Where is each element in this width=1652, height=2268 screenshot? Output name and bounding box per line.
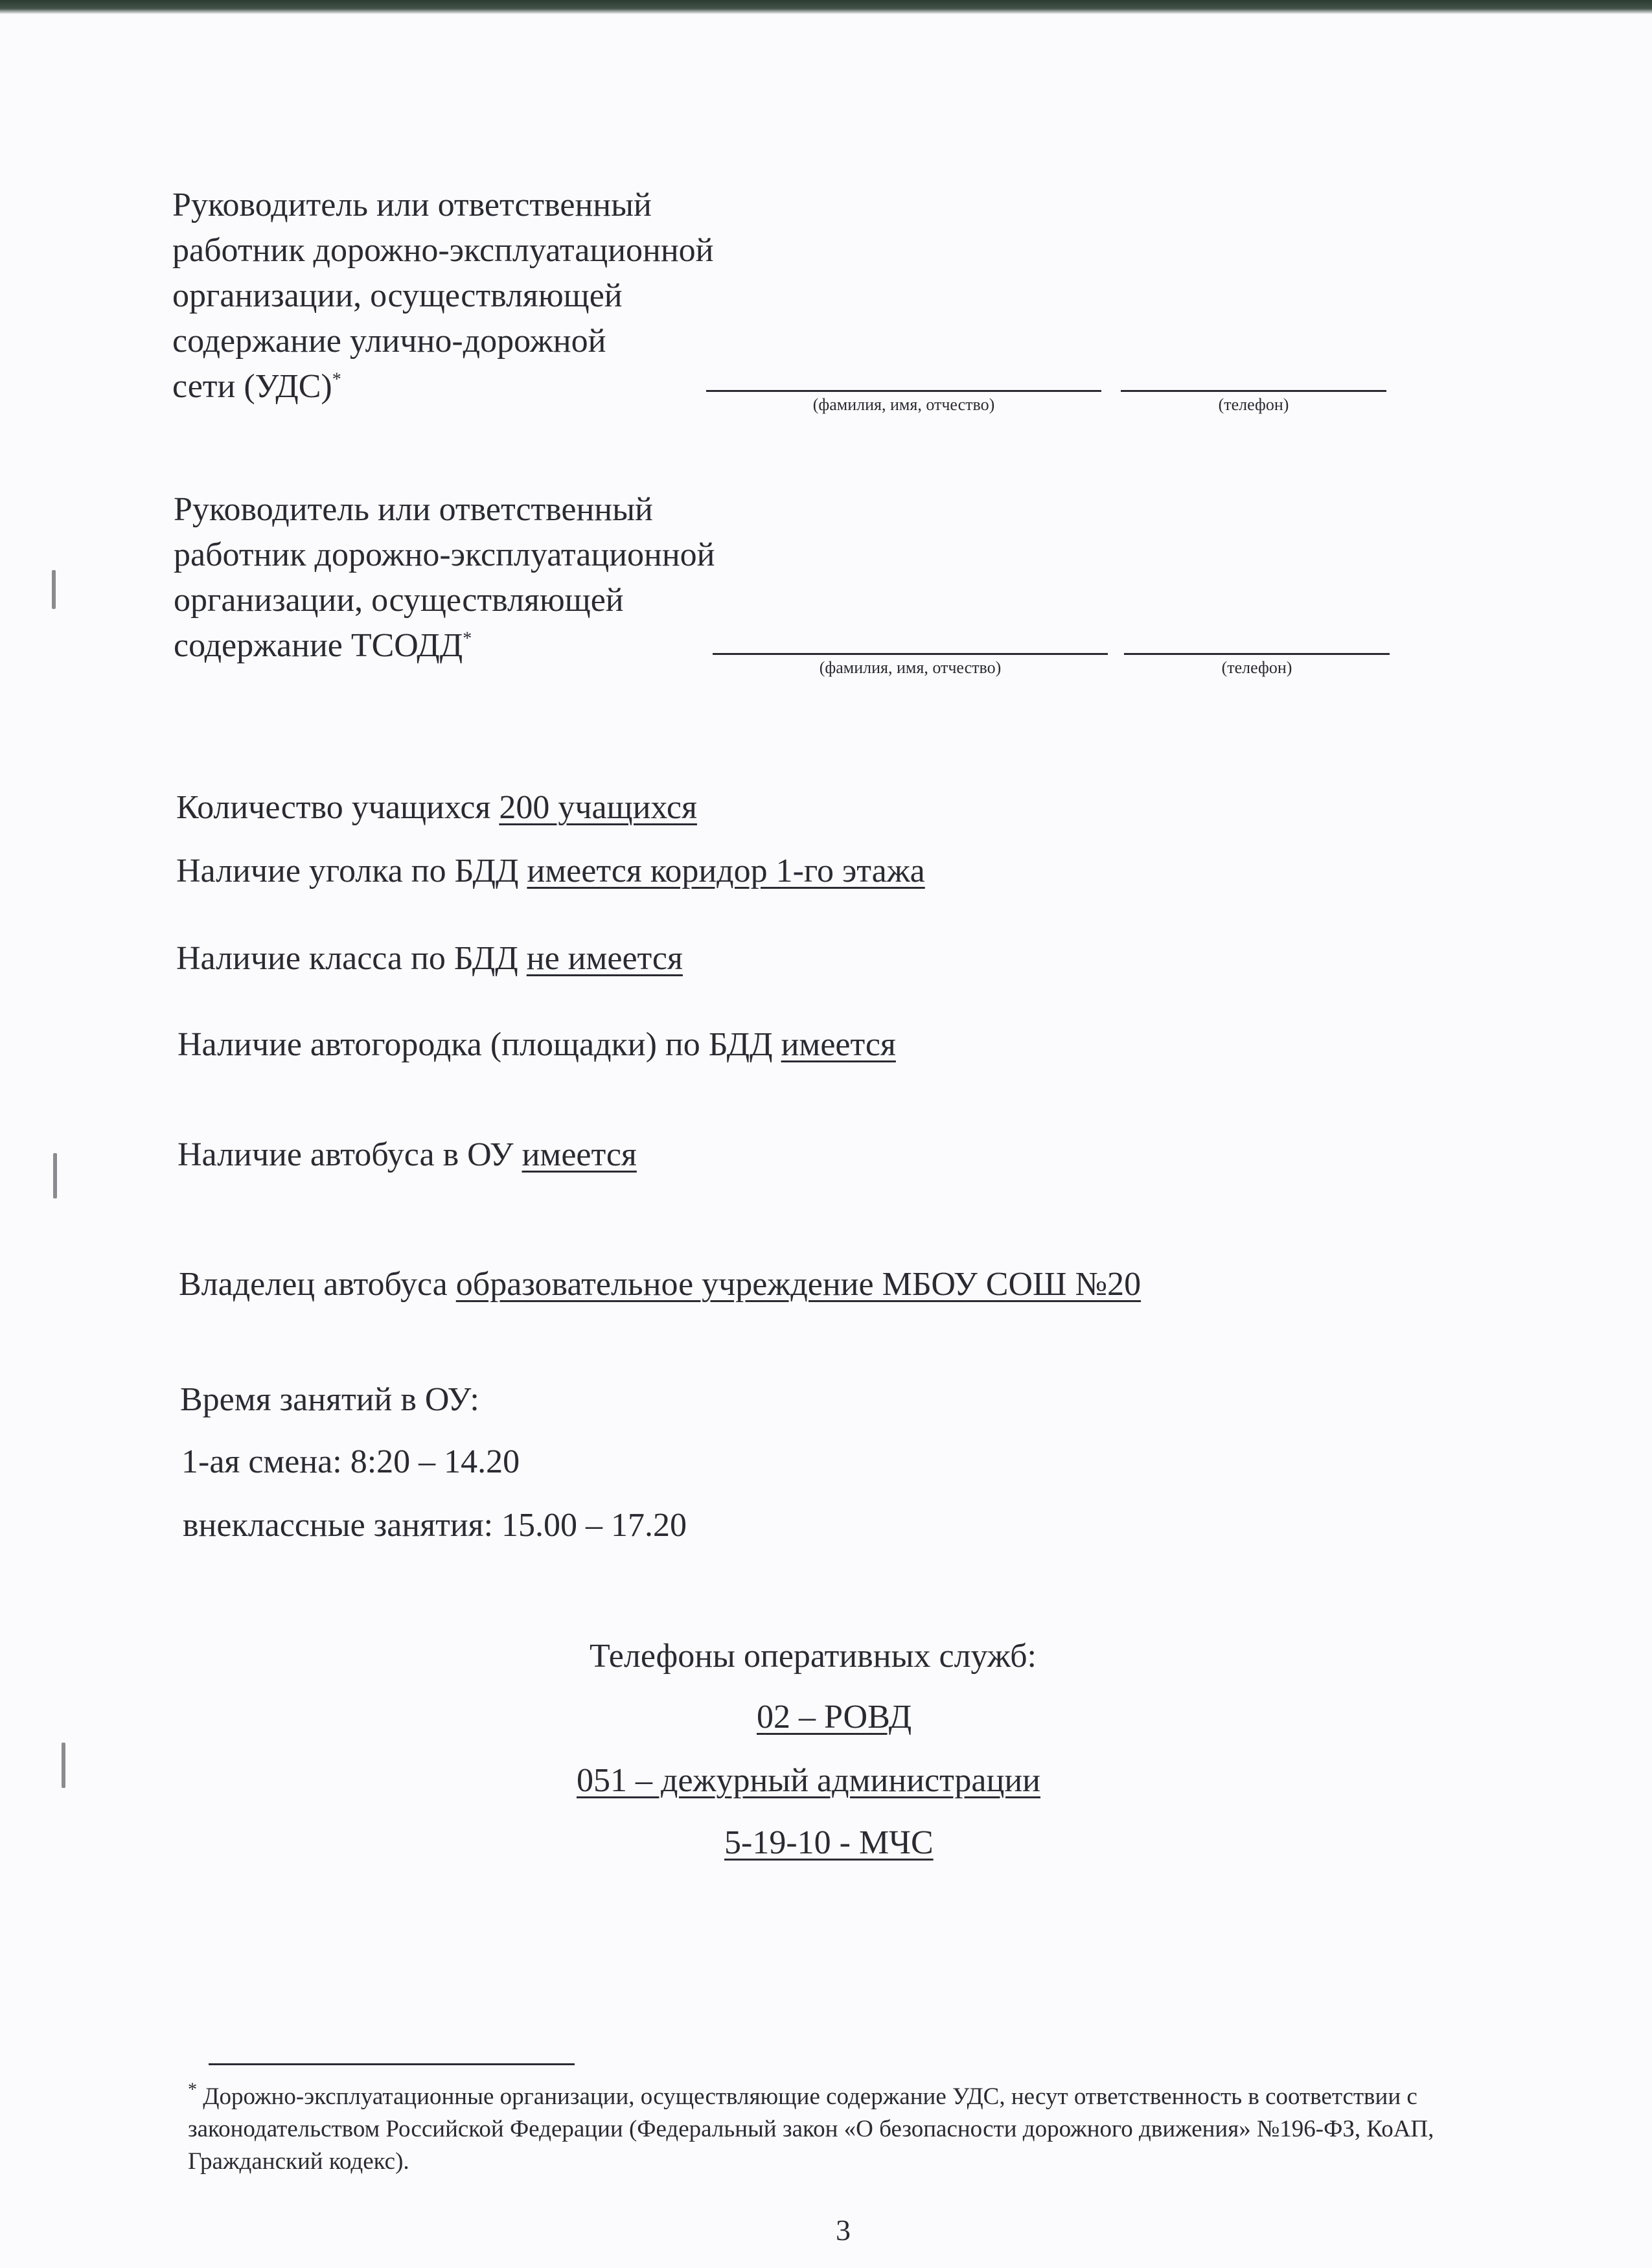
text-line: содержание улично-дорожной: [172, 323, 606, 360]
field-label: Наличие класса по БДД: [176, 940, 527, 977]
page-number: 3: [836, 2214, 851, 2247]
text-line: содержание ТСОДД*: [174, 627, 472, 664]
autotown-field: [178, 1022, 896, 1068]
field-value: образовательное учреждение МБОУ СОШ №20: [455, 1266, 1141, 1303]
text-line: работник дорожно-эксплуатационной: [174, 536, 715, 573]
name-caption: (фамилия, имя, отчество): [812, 395, 995, 414]
field-label: Количество учащихся: [176, 789, 499, 826]
field-label: Наличие автобуса в ОУ: [178, 1136, 522, 1173]
field-value: имеется: [781, 1026, 896, 1063]
phone-caption: (телефон): [1221, 658, 1292, 677]
name-caption: (фамилия, имя, отчество): [819, 658, 1002, 677]
field-value: имеется: [522, 1136, 637, 1173]
phone-item: 051 – дежурный администрации: [577, 1762, 1040, 1799]
bdd-class-field: [176, 936, 683, 981]
field-label: Владелец автобуса: [179, 1266, 456, 1303]
text-line: организации, осуществляющей: [172, 277, 623, 314]
phone-item: 5-19-10 - МЧС: [724, 1824, 934, 1861]
schedule-extra: внеклассные занятия: 15.00 – 17.20: [183, 1507, 687, 1544]
field-value: имеется коридор 1-го этажа: [527, 853, 925, 889]
name-signature-line: [706, 390, 1101, 392]
scan-artifact: [52, 570, 56, 609]
footnote-text: Дорожно-эксплуатационные организации, осуществляющие содержание УДС, несут ответственность в соответствии с законодательством Российской Федерации (Федеральный закон «О безопасности дорожного движения» №196-ФЗ, КоАП, Гражданский кодекс).: [188, 2083, 1434, 2175]
phone-item: 02 – РОВД: [757, 1699, 912, 1735]
phone-signature-line: [1124, 653, 1390, 655]
footnote: [188, 2081, 1458, 2178]
footnote-separator: [209, 2063, 575, 2065]
footnote-mark: *: [463, 628, 472, 649]
name-signature-line: [713, 653, 1108, 655]
phone-caption: (телефон): [1218, 395, 1289, 414]
scan-artifact: [62, 1743, 65, 1788]
text-line: организации, осуществляющей: [174, 582, 624, 619]
field-label: Наличие уголка по БДД: [176, 853, 527, 889]
tsodd-responsible-block: [174, 487, 715, 669]
scan-top-edge: [0, 0, 1652, 14]
bus-owner-field: [179, 1262, 1141, 1307]
field-value: не имеется: [526, 940, 683, 977]
uds-responsible-block: [172, 183, 714, 409]
schedule-title: Время занятий в ОУ:: [180, 1381, 479, 1418]
field-label: Наличие автогородка (площадки) по БДД: [178, 1026, 781, 1063]
field-value: 200 учащихся: [499, 789, 697, 826]
phone-signature-line: [1121, 390, 1386, 392]
text-line: работник дорожно-эксплуатационной: [172, 232, 714, 269]
students-count-field: [176, 785, 697, 830]
scan-artifact: [53, 1153, 57, 1198]
bdd-corner-field: [176, 849, 925, 894]
phones-title: Телефоны оперативных служб:: [590, 1638, 1037, 1675]
schedule-shift-1: 1-ая смена: 8:20 – 14.20: [181, 1443, 520, 1480]
footnote-mark: *: [332, 369, 341, 390]
bus-field: [178, 1132, 637, 1178]
text-line: Руководитель или ответственный: [172, 187, 652, 223]
footnote-mark: *: [188, 2079, 197, 2100]
text-line: сети (УДС)*: [172, 368, 341, 405]
text-line: Руководитель или ответственный: [174, 491, 653, 528]
